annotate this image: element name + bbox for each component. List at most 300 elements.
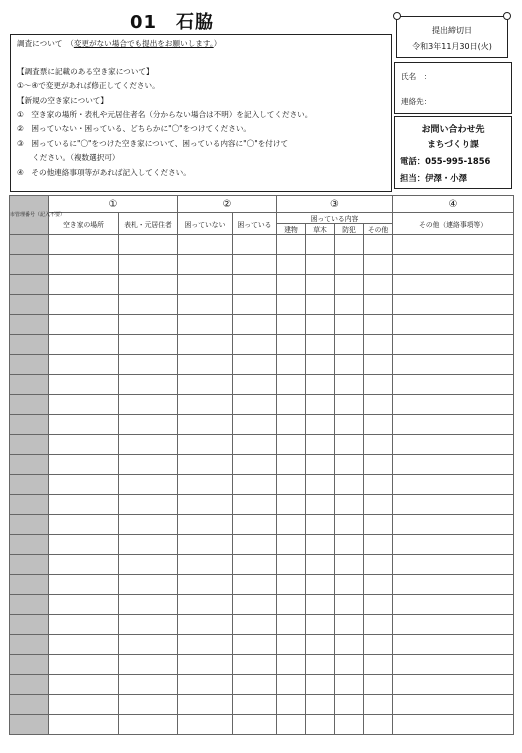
entry-cell[interactable] xyxy=(277,635,306,655)
entry-cell[interactable] xyxy=(233,595,277,615)
entry-cell[interactable] xyxy=(306,395,335,415)
respondent-box xyxy=(394,62,512,114)
entry-cell[interactable] xyxy=(364,595,393,615)
entry-cell[interactable] xyxy=(233,235,277,255)
entry-cell[interactable] xyxy=(306,595,335,615)
entry-cell[interactable] xyxy=(364,415,393,435)
col-location: 空き家の場所 xyxy=(49,213,119,235)
entry-cell[interactable] xyxy=(178,615,233,635)
admin-number-cell xyxy=(10,675,49,695)
entry-cell[interactable] xyxy=(277,555,306,575)
intro-suffix: ） xyxy=(213,39,222,48)
entry-cell[interactable] xyxy=(49,315,119,335)
entry-cell[interactable] xyxy=(306,515,335,535)
admin-number-cell xyxy=(10,535,49,555)
entry-cell[interactable] xyxy=(233,475,277,495)
entry-cell[interactable] xyxy=(393,595,514,615)
entry-cell[interactable] xyxy=(178,375,233,395)
entry-cell[interactable] xyxy=(335,515,364,535)
admin-number-cell xyxy=(10,315,49,335)
table-row xyxy=(10,335,514,355)
entry-cell[interactable] xyxy=(119,635,178,655)
entry-cell[interactable] xyxy=(277,295,306,315)
entry-cell[interactable] xyxy=(178,235,233,255)
table-row xyxy=(10,635,514,655)
entry-cell[interactable] xyxy=(49,535,119,555)
entry-cell[interactable] xyxy=(233,395,277,415)
table-row xyxy=(10,255,514,275)
entry-cell[interactable] xyxy=(393,535,514,555)
entry-cell[interactable] xyxy=(119,375,178,395)
entry-cell[interactable] xyxy=(119,455,178,475)
entry-cell[interactable] xyxy=(49,335,119,355)
entry-cell[interactable] xyxy=(364,375,393,395)
entry-cell[interactable] xyxy=(364,715,393,735)
entry-cell[interactable] xyxy=(178,475,233,495)
entry-cell[interactable] xyxy=(277,475,306,495)
group-number-1: ① xyxy=(49,196,178,213)
entry-cell[interactable] xyxy=(306,295,335,315)
entry-cell[interactable] xyxy=(49,255,119,275)
entry-cell[interactable] xyxy=(335,395,364,415)
entry-cell[interactable] xyxy=(364,435,393,455)
entry-cell[interactable] xyxy=(49,415,119,435)
entry-cell[interactable] xyxy=(393,275,514,295)
entry-cell[interactable] xyxy=(49,695,119,715)
entry-cell[interactable] xyxy=(277,315,306,335)
entry-cell[interactable] xyxy=(119,555,178,575)
entry-cell[interactable] xyxy=(393,355,514,375)
entry-cell[interactable] xyxy=(393,315,514,335)
admin-number-cell xyxy=(10,635,49,655)
entry-cell[interactable] xyxy=(335,435,364,455)
entry-cell[interactable] xyxy=(277,455,306,475)
table-body xyxy=(10,235,514,735)
entry-cell[interactable] xyxy=(178,495,233,515)
existing-heading: 【調査票に記載のある空き家について】 xyxy=(17,67,154,76)
entry-cell[interactable] xyxy=(178,695,233,715)
entry-cell[interactable] xyxy=(277,515,306,535)
entry-cell[interactable] xyxy=(233,415,277,435)
entry-cell[interactable] xyxy=(277,415,306,435)
entry-cell[interactable] xyxy=(335,455,364,475)
table-row xyxy=(10,435,514,455)
entry-cell[interactable] xyxy=(306,715,335,735)
entry-cell[interactable] xyxy=(178,675,233,695)
entry-cell[interactable] xyxy=(306,355,335,375)
entry-cell[interactable] xyxy=(393,255,514,275)
entry-cell[interactable] xyxy=(233,575,277,595)
entry-cell[interactable] xyxy=(49,615,119,635)
entry-cell[interactable] xyxy=(277,395,306,415)
entry-cell[interactable] xyxy=(277,695,306,715)
entry-cell[interactable] xyxy=(49,655,119,675)
col-nameplate: 表札・元居住者 xyxy=(119,213,178,235)
entry-cell[interactable] xyxy=(119,535,178,555)
admin-number-cell xyxy=(10,595,49,615)
entry-cell[interactable] xyxy=(277,595,306,615)
group-number-4: ④ xyxy=(393,196,514,213)
entry-cell[interactable] xyxy=(119,515,178,535)
entry-cell[interactable] xyxy=(306,655,335,675)
admin-number-header: 市管理番号（記入不要） xyxy=(10,196,49,235)
table-row xyxy=(10,495,514,515)
entry-cell[interactable] xyxy=(306,335,335,355)
instruction-item-1: ① 空き家の場所・表札や元居住者名（分からない場合は不明）を記入してください。 xyxy=(17,110,313,119)
table-row xyxy=(10,235,514,255)
entry-cell[interactable] xyxy=(49,435,119,455)
entry-cell[interactable] xyxy=(393,495,514,515)
entry-cell[interactable] xyxy=(335,615,364,635)
instructions-intro xyxy=(17,39,221,49)
admin-number-cell xyxy=(10,275,49,295)
entry-cell[interactable] xyxy=(49,275,119,295)
entry-cell[interactable] xyxy=(178,255,233,275)
entry-cell[interactable] xyxy=(364,255,393,275)
entry-cell[interactable] xyxy=(393,375,514,395)
inquiry-heading: お問い合わせ先 xyxy=(421,125,485,135)
entry-cell[interactable] xyxy=(364,635,393,655)
entry-cell[interactable] xyxy=(306,455,335,475)
entry-cell[interactable] xyxy=(335,655,364,675)
entry-cell[interactable] xyxy=(277,355,306,375)
inquiry-staff: 担当：伊澤・小澤 xyxy=(400,173,467,183)
entry-cell[interactable] xyxy=(335,535,364,555)
entry-cell[interactable] xyxy=(306,615,335,635)
deadline-date: 令和3年11月30日(火) xyxy=(412,42,492,51)
entry-cell[interactable] xyxy=(277,655,306,675)
entry-cell[interactable] xyxy=(233,295,277,315)
entry-cell[interactable] xyxy=(178,555,233,575)
entry-cell[interactable] xyxy=(233,615,277,635)
admin-number-cell xyxy=(10,415,49,435)
entry-cell[interactable] xyxy=(49,515,119,535)
entry-cell[interactable] xyxy=(277,375,306,395)
entry-cell[interactable] xyxy=(364,675,393,695)
admin-number-cell xyxy=(10,355,49,375)
entry-cell[interactable] xyxy=(393,655,514,675)
entry-cell[interactable] xyxy=(178,395,233,415)
group-number-3: ③ xyxy=(277,196,393,213)
entry-cell[interactable] xyxy=(233,455,277,475)
entry-cell[interactable] xyxy=(178,515,233,535)
entry-cell[interactable] xyxy=(277,575,306,595)
entry-cell[interactable] xyxy=(364,335,393,355)
entry-cell[interactable] xyxy=(233,315,277,335)
entry-cell[interactable] xyxy=(335,375,364,395)
entry-cell[interactable] xyxy=(233,695,277,715)
entry-cell[interactable] xyxy=(178,355,233,375)
entry-cell[interactable] xyxy=(335,335,364,355)
col-building: 建物 xyxy=(277,224,306,235)
entry-cell[interactable] xyxy=(364,575,393,595)
entry-cell[interactable] xyxy=(335,635,364,655)
entry-cell[interactable] xyxy=(119,475,178,495)
entry-cell[interactable] xyxy=(277,235,306,255)
entry-cell[interactable] xyxy=(335,555,364,575)
entry-cell[interactable] xyxy=(277,675,306,695)
entry-cell[interactable] xyxy=(277,435,306,455)
entry-cell[interactable] xyxy=(306,635,335,655)
table-row xyxy=(10,615,514,635)
entry-cell[interactable] xyxy=(233,355,277,375)
survey-table xyxy=(9,195,514,735)
entry-cell[interactable] xyxy=(49,355,119,375)
entry-cell[interactable] xyxy=(364,275,393,295)
entry-cell[interactable] xyxy=(178,535,233,555)
entry-cell[interactable] xyxy=(277,335,306,355)
entry-cell[interactable] xyxy=(393,515,514,535)
entry-cell[interactable] xyxy=(178,415,233,435)
entry-cell[interactable] xyxy=(119,395,178,415)
table-row xyxy=(10,395,514,415)
entry-cell[interactable] xyxy=(364,455,393,475)
entry-cell[interactable] xyxy=(335,295,364,315)
entry-cell[interactable] xyxy=(393,575,514,595)
entry-cell[interactable] xyxy=(306,275,335,295)
inquiry-box xyxy=(394,116,512,189)
entry-cell[interactable] xyxy=(393,615,514,635)
admin-number-cell xyxy=(10,615,49,635)
entry-cell[interactable] xyxy=(119,675,178,695)
entry-cell[interactable] xyxy=(49,375,119,395)
entry-cell[interactable] xyxy=(277,495,306,515)
entry-cell[interactable] xyxy=(364,395,393,415)
entry-cell[interactable] xyxy=(178,315,233,335)
entry-cell[interactable] xyxy=(119,695,178,715)
entry-cell[interactable] xyxy=(233,375,277,395)
entry-cell[interactable] xyxy=(233,335,277,355)
admin-number-cell xyxy=(10,475,49,495)
col-crime-prevention: 防犯 xyxy=(335,224,364,235)
table-row xyxy=(10,355,514,375)
entry-cell[interactable] xyxy=(178,275,233,295)
entry-cell[interactable] xyxy=(306,435,335,455)
entry-cell[interactable] xyxy=(49,395,119,415)
entry-cell[interactable] xyxy=(306,315,335,335)
entry-cell[interactable] xyxy=(233,675,277,695)
entry-cell[interactable] xyxy=(306,255,335,275)
entry-cell[interactable] xyxy=(335,275,364,295)
entry-cell[interactable] xyxy=(364,295,393,315)
entry-cell[interactable] xyxy=(393,715,514,735)
entry-cell[interactable] xyxy=(306,415,335,435)
table-row xyxy=(10,695,514,715)
entry-cell[interactable] xyxy=(233,635,277,655)
table-row xyxy=(10,575,514,595)
entry-cell[interactable] xyxy=(119,315,178,335)
entry-cell[interactable] xyxy=(393,695,514,715)
entry-cell[interactable] xyxy=(49,235,119,255)
name-label: 氏名 ： xyxy=(401,72,432,81)
entry-cell[interactable] xyxy=(335,695,364,715)
table-row xyxy=(10,315,514,335)
admin-number-cell xyxy=(10,455,49,475)
entry-cell[interactable] xyxy=(364,535,393,555)
entry-cell[interactable] xyxy=(119,495,178,515)
entry-cell[interactable] xyxy=(335,715,364,735)
entry-cell[interactable] xyxy=(364,495,393,515)
entry-cell[interactable] xyxy=(277,535,306,555)
instructions-box xyxy=(10,34,392,192)
entry-cell[interactable] xyxy=(306,475,335,495)
entry-cell[interactable] xyxy=(119,295,178,315)
entry-cell[interactable] xyxy=(49,575,119,595)
entry-cell[interactable] xyxy=(49,495,119,515)
entry-cell[interactable] xyxy=(364,475,393,495)
inquiry-phone: 電話：055-995-1856 xyxy=(400,156,491,166)
contact-label: 連絡先： xyxy=(401,97,432,106)
entry-cell[interactable] xyxy=(393,415,514,435)
deadline-label: 提出締切日 xyxy=(432,26,472,35)
entry-cell[interactable] xyxy=(119,435,178,455)
entry-cell[interactable] xyxy=(119,715,178,735)
entry-cell[interactable] xyxy=(306,575,335,595)
page-title: 01 石脇 xyxy=(130,12,215,33)
entry-cell[interactable] xyxy=(49,715,119,735)
entry-cell[interactable] xyxy=(393,635,514,655)
intro-underlined: 変更がない場合でも提出をお願いします。 xyxy=(73,39,214,48)
entry-cell[interactable] xyxy=(233,255,277,275)
entry-cell[interactable] xyxy=(306,675,335,695)
entry-cell[interactable] xyxy=(393,235,514,255)
entry-cell[interactable] xyxy=(119,255,178,275)
entry-cell[interactable] xyxy=(119,335,178,355)
col-other: その他 xyxy=(364,224,393,235)
entry-cell[interactable] xyxy=(233,655,277,675)
entry-cell[interactable] xyxy=(393,455,514,475)
entry-cell[interactable] xyxy=(364,235,393,255)
entry-cell[interactable] xyxy=(364,315,393,335)
admin-number-cell xyxy=(10,695,49,715)
entry-cell[interactable] xyxy=(119,575,178,595)
entry-cell[interactable] xyxy=(306,235,335,255)
col-troubled: 困っている xyxy=(233,213,277,235)
entry-cell[interactable] xyxy=(364,555,393,575)
entry-cell[interactable] xyxy=(178,655,233,675)
entry-cell[interactable] xyxy=(233,535,277,555)
admin-number-cell xyxy=(10,575,49,595)
entry-cell[interactable] xyxy=(49,475,119,495)
entry-cell[interactable] xyxy=(119,655,178,675)
inquiry-department: まちづくり課 xyxy=(427,140,479,150)
entry-cell[interactable] xyxy=(335,595,364,615)
entry-cell[interactable] xyxy=(306,375,335,395)
entry-cell[interactable] xyxy=(233,715,277,735)
entry-cell[interactable] xyxy=(49,555,119,575)
existing-line: ①～④で変更があれば修正してください。 xyxy=(17,81,160,90)
col-vegetation: 草木 xyxy=(306,224,335,235)
table-row xyxy=(10,475,514,495)
entry-cell[interactable] xyxy=(178,715,233,735)
instruction-item-3-cont: ください。（複数選択可） xyxy=(17,153,120,162)
deadline-scroll xyxy=(393,12,511,60)
entry-cell[interactable] xyxy=(393,335,514,355)
entry-cell[interactable] xyxy=(49,635,119,655)
entry-cell[interactable] xyxy=(178,635,233,655)
entry-cell[interactable] xyxy=(335,235,364,255)
col-trouble-content: 困っている内容 xyxy=(277,213,393,224)
entry-cell[interactable] xyxy=(233,435,277,455)
entry-cell[interactable] xyxy=(49,595,119,615)
admin-number-cell xyxy=(10,235,49,255)
entry-cell[interactable] xyxy=(119,355,178,375)
entry-cell[interactable] xyxy=(393,555,514,575)
entry-cell[interactable] xyxy=(178,295,233,315)
scroll-curl-right xyxy=(503,12,511,20)
instruction-item-3: ③ 困っているに"〇"をつけた空き家について、困っている内容に"〇"を付けて xyxy=(17,139,289,148)
intro-prefix: 調査について （ xyxy=(17,39,74,48)
entry-cell[interactable] xyxy=(233,495,277,515)
entry-cell[interactable] xyxy=(335,475,364,495)
entry-cell[interactable] xyxy=(393,395,514,415)
admin-number-cell xyxy=(10,655,49,675)
entry-cell[interactable] xyxy=(49,455,119,475)
admin-number-cell xyxy=(10,555,49,575)
entry-cell[interactable] xyxy=(178,335,233,355)
entry-cell[interactable] xyxy=(393,435,514,455)
entry-cell[interactable] xyxy=(393,295,514,315)
entry-cell[interactable] xyxy=(178,575,233,595)
table-row xyxy=(10,535,514,555)
entry-cell[interactable] xyxy=(335,355,364,375)
entry-cell[interactable] xyxy=(233,555,277,575)
entry-cell[interactable] xyxy=(49,675,119,695)
entry-cell[interactable] xyxy=(306,695,335,715)
entry-cell[interactable] xyxy=(306,535,335,555)
entry-cell[interactable] xyxy=(335,495,364,515)
entry-cell[interactable] xyxy=(119,275,178,295)
instruction-item-2: ② 困っていない・困っている、どちらかに"〇"をつけてください。 xyxy=(17,124,252,133)
entry-cell[interactable] xyxy=(364,355,393,375)
entry-cell[interactable] xyxy=(364,695,393,715)
table-row xyxy=(10,675,514,695)
entry-cell[interactable] xyxy=(49,295,119,315)
entry-cell[interactable] xyxy=(364,615,393,635)
scroll-curl-left xyxy=(393,12,401,20)
entry-cell[interactable] xyxy=(364,655,393,675)
entry-cell[interactable] xyxy=(364,515,393,535)
entry-cell[interactable] xyxy=(335,315,364,335)
entry-cell[interactable] xyxy=(119,235,178,255)
entry-cell[interactable] xyxy=(178,595,233,615)
entry-cell[interactable] xyxy=(119,615,178,635)
entry-cell[interactable] xyxy=(335,675,364,695)
entry-cell[interactable] xyxy=(119,595,178,615)
entry-cell[interactable] xyxy=(393,675,514,695)
entry-cell[interactable] xyxy=(178,455,233,475)
entry-cell[interactable] xyxy=(277,715,306,735)
new-heading: 【新規の空き家について】 xyxy=(17,96,108,105)
entry-cell[interactable] xyxy=(119,415,178,435)
entry-cell[interactable] xyxy=(393,475,514,495)
entry-cell[interactable] xyxy=(335,575,364,595)
entry-cell[interactable] xyxy=(306,495,335,515)
entry-cell[interactable] xyxy=(233,275,277,295)
entry-cell[interactable] xyxy=(277,275,306,295)
entry-cell[interactable] xyxy=(277,255,306,275)
entry-cell[interactable] xyxy=(233,515,277,535)
entry-cell[interactable] xyxy=(306,555,335,575)
entry-cell[interactable] xyxy=(335,415,364,435)
entry-cell[interactable] xyxy=(335,255,364,275)
entry-cell[interactable] xyxy=(178,435,233,455)
admin-number-cell xyxy=(10,395,49,415)
col-not-troubled: 困っていない xyxy=(178,213,233,235)
entry-cell[interactable] xyxy=(277,615,306,635)
table-row xyxy=(10,595,514,615)
deadline-box xyxy=(396,16,508,58)
